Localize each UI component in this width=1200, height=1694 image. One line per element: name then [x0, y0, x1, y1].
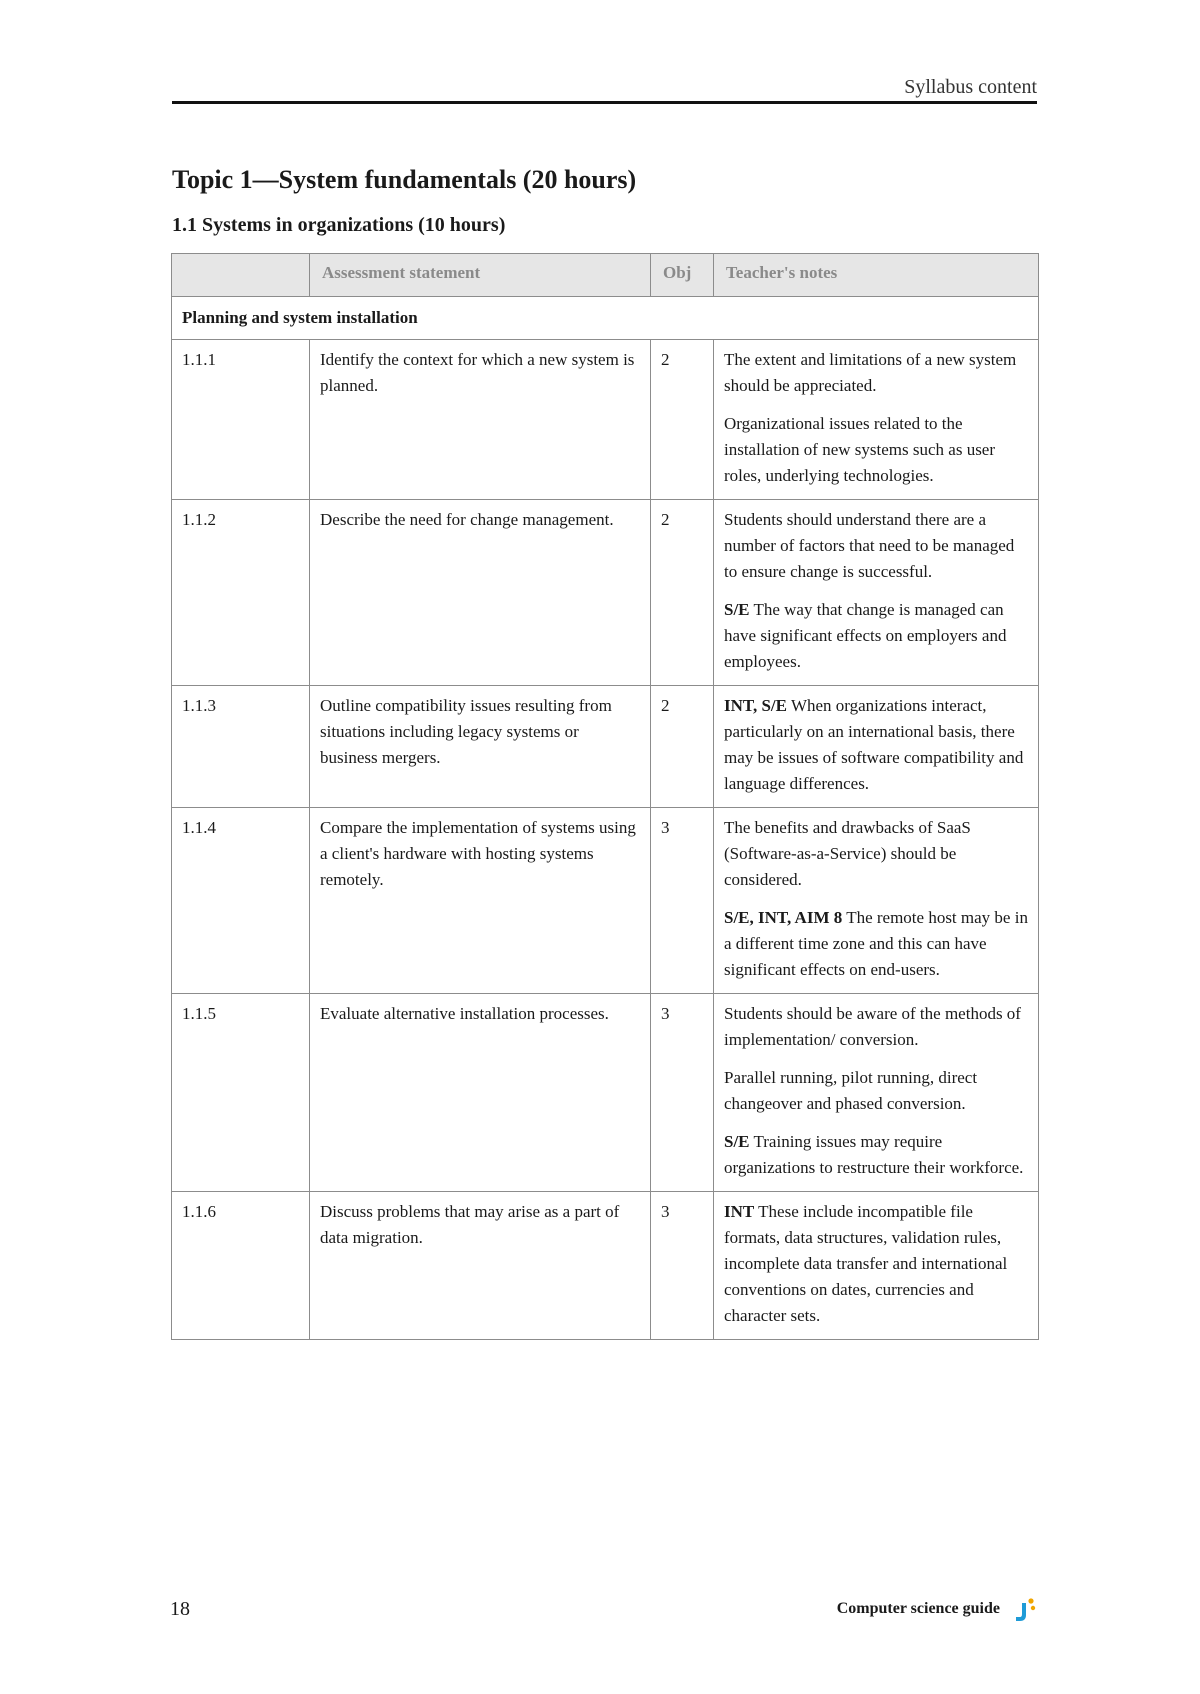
note-paragraph: [724, 1199, 1028, 1329]
note-paragraph: [724, 905, 1028, 983]
logo-dot-bottom: [1031, 1606, 1035, 1610]
note-paragraph: [724, 1129, 1028, 1181]
statement-number: 1.1.3: [172, 686, 310, 808]
assessment-statement: Outline compatibility issues resulting from situations including legacy systems or business mergers.: [310, 686, 651, 808]
note-text: The extent and limitations of a new system should be appreciated.: [724, 350, 1017, 395]
note-paragraph: [724, 411, 1028, 489]
column-header-assessment-statement: Assessment statement: [310, 254, 651, 297]
column-header-obj: Obj: [651, 254, 714, 297]
note-paragraph: [724, 347, 1028, 399]
note-paragraph: [724, 693, 1028, 797]
note-text: The remote host may be in a different time zone and this can have significant effects on end-users.: [724, 908, 1028, 979]
section-title: 1.1 Systems in organizations (10 hours): [172, 214, 506, 236]
objective-level: 3: [651, 808, 714, 994]
teachers-notes: [714, 994, 1039, 1192]
statement-number: 1.1.5: [172, 994, 310, 1192]
objective-level: 3: [651, 1192, 714, 1340]
note-paragraph: [724, 815, 1028, 893]
table-header-row: [172, 254, 1039, 297]
note-text: Students should understand there are a number of factors that need to be managed to ensure change is successful.: [724, 510, 1015, 581]
syllabus-table: [171, 253, 1039, 1340]
note-paragraph: [724, 1001, 1028, 1053]
assessment-statement: Identify the context for which a new system is planned.: [310, 340, 651, 500]
note-text: Training issues may require organizations to restructure their workforce.: [724, 1132, 1024, 1177]
statement-number: 1.1.1: [172, 340, 310, 500]
teachers-notes: [714, 1192, 1039, 1340]
objective-level: 3: [651, 994, 714, 1192]
note-text: The benefits and drawbacks of SaaS (Software-as-a-Service) should be considered.: [724, 818, 971, 889]
objective-level: 2: [651, 686, 714, 808]
table-row: [172, 1192, 1039, 1340]
logo-dot-top: [1028, 1598, 1033, 1603]
assessment-statement: Compare the implementation of systems using a client's hardware with hosting systems remotely.: [310, 808, 651, 994]
header-rule: [172, 101, 1037, 104]
running-head: Syllabus content: [904, 76, 1037, 98]
objective-level: 2: [651, 340, 714, 500]
assessment-statement: Discuss problems that may arise as a part of data migration.: [310, 1192, 651, 1340]
logo-figure: [1016, 1603, 1026, 1621]
note-text: These include incompatible file formats, data structures, validation rules, incomplete data transfer and international conventions on dates, currencies and character sets.: [724, 1202, 1008, 1325]
assessment-statement: Describe the need for change management.: [310, 500, 651, 686]
group-heading-row: [172, 297, 1039, 340]
column-header-teachers-notes: Teacher's notes: [714, 254, 1039, 297]
teachers-notes: [714, 340, 1039, 500]
note-tag: S/E: [724, 600, 750, 619]
assessment-statement: Evaluate alternative installation processes.: [310, 994, 651, 1192]
table-row: [172, 686, 1039, 808]
teachers-notes: [714, 808, 1039, 994]
group-heading: Planning and system installation: [172, 297, 1039, 340]
statement-number: 1.1.6: [172, 1192, 310, 1340]
statement-number: 1.1.4: [172, 808, 310, 994]
guide-title: Computer science guide: [836, 1600, 1000, 1617]
page-number: 18: [170, 1598, 190, 1620]
note-text: When organizations interact, particularly on an international basis, there may be issues of software compatibility and language differences.: [724, 696, 1024, 793]
statement-number: 1.1.2: [172, 500, 310, 686]
note-tag: INT: [724, 1202, 755, 1221]
ib-logo-icon: [1012, 1597, 1038, 1623]
table-row: [172, 808, 1039, 994]
topic-title: Topic 1—System fundamentals (20 hours): [172, 165, 637, 194]
note-text: Students should be aware of the methods of implementation/ conversion.: [724, 1004, 1021, 1049]
note-paragraph: [724, 1065, 1028, 1117]
note-tag: S/E, INT, AIM 8: [724, 908, 843, 927]
table-row: [172, 340, 1039, 500]
table-row: [172, 994, 1039, 1192]
note-text: Organizational issues related to the installation of new systems such as user roles, underlying technologies.: [724, 414, 996, 485]
teachers-notes: [714, 500, 1039, 686]
objective-level: 2: [651, 500, 714, 686]
note-tag: S/E: [724, 1132, 750, 1151]
note-paragraph: [724, 507, 1028, 585]
note-paragraph: [724, 597, 1028, 675]
table-row: [172, 500, 1039, 686]
column-header-number: [172, 254, 310, 297]
teachers-notes: [714, 686, 1039, 808]
note-tag: INT, S/E: [724, 696, 787, 715]
note-text: The way that change is managed can have significant effects on employers and employees.: [724, 600, 1007, 671]
note-text: Parallel running, pilot running, direct changeover and phased conversion.: [724, 1068, 978, 1113]
